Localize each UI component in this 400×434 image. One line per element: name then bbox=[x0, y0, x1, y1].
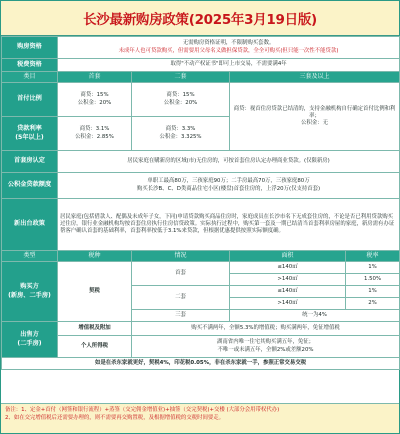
deed-first-gt140: >140㎡ bbox=[230, 274, 346, 286]
label-new-policy: 新出台政策 bbox=[2, 199, 58, 251]
row-deed-first-le bbox=[2, 262, 400, 274]
footer-line-2: 2、如在交完增值税后还需要办理的，则不需要再交购置税，及根据增值税的交税时间要走。 bbox=[5, 415, 225, 422]
second-down-payment: 商贷：15% 公积金：20% bbox=[132, 83, 230, 117]
row-summary bbox=[2, 358, 400, 370]
header-category: 类目 bbox=[2, 72, 58, 83]
income-tax: 个人所得税 bbox=[58, 336, 132, 358]
deed-third-rate: 统一为4% bbox=[230, 310, 400, 322]
second-loan-rate: 商贷：3.3% 公积金：3.325% bbox=[132, 117, 230, 151]
header-third: 三套及以上 bbox=[230, 72, 400, 83]
deed-second-le140-rate: 1% bbox=[346, 286, 400, 298]
footer-notes bbox=[1, 403, 399, 433]
fund-line-1: 单职工最高80万，三孩家庭90万；二手房最高70万，三孩家庭80万 bbox=[147, 178, 310, 185]
fund-line-2: 购买长沙B、C、D类商品住宅小区(楼盘)首套住房的，上浮20万(仅支持首套) bbox=[136, 185, 321, 192]
deed-first-gt140-rate: 1.50% bbox=[346, 274, 400, 286]
label-seller: 出售方 (二手房) bbox=[2, 322, 58, 358]
value-family-identification: 居民家庭在購新房的区域(市)无住房的，可按首套住房认定办理商业贷款。(仅限新房) bbox=[58, 151, 400, 173]
purchase-line-2: 未成年人也可贷款购买，但需要用父母名义做担保贷款，全全可购买(但只能一次性不能贷款) bbox=[118, 47, 339, 54]
first-loan-rate: 商贷：3.1% 公积金：2.85% bbox=[58, 117, 132, 151]
deed-first-le140-rate: 1% bbox=[346, 262, 400, 274]
label-down-payment: 首付比例 bbox=[2, 83, 58, 117]
row-down-payment bbox=[2, 83, 400, 117]
deed-second-le140: ≤140㎡ bbox=[230, 286, 346, 298]
vat-tax: 增值税及附加 bbox=[58, 322, 132, 336]
deed-third: 三套 bbox=[132, 310, 230, 322]
deed-second: 二套 bbox=[132, 286, 230, 310]
row-header bbox=[2, 72, 400, 83]
label-family-identification: 首套房认定 bbox=[2, 151, 58, 173]
purchase-line-1: 无需购房资格证明，不限制购买套数。 bbox=[182, 40, 275, 47]
row-tax bbox=[2, 59, 400, 72]
value-fund-limit bbox=[58, 173, 400, 199]
page-title: 长沙最新购房政策(2025年3月19日版) bbox=[1, 1, 399, 36]
label-loan-rate: 贷款利率 (5年以上) bbox=[2, 117, 58, 151]
value-new-policy: 居民家庭(包括借款人、配偶及未成年子女，下同)申请贷款购买商品住房时，家庭成员在长沙市名下无成套住房的，不论是否已利用贷款购买过住房，银行业金融机构均按首套住房执行住房信贷政策。实际执行过程中，购买第一套及一期已结清当首套利率房屋的家庭，新房需有办证帮客户确认首套的基础利率，首套利率按低于3.1%来贷款，但根据优惠提供按照实际额度确。 bbox=[58, 199, 400, 251]
summary-text: 如是在杀东家就更好，契税4%，印花税0.05%，非在杀东家就一手，参照正常交易交税 bbox=[2, 358, 400, 370]
income-text: 湖南省内唯一住宅其购买满五年，免征； 不唯一或未满五年，全额2%或差额20% bbox=[132, 336, 400, 358]
value-purchase-qualification bbox=[58, 37, 400, 59]
row-purchase-qualification bbox=[2, 37, 400, 59]
vat-text: 购买不满两年，全额5.3%的增值税；购买满两年，免征增值税 bbox=[132, 322, 400, 336]
first-down-payment: 商贷：15% 公积金：20% bbox=[58, 83, 132, 117]
label-purchase-qualification: 购房资格 bbox=[2, 37, 58, 59]
deed-first: 首套 bbox=[132, 262, 230, 286]
header-area: 面积 bbox=[230, 251, 346, 262]
header-rate: 税率 bbox=[346, 251, 400, 262]
deed-tax: 契税 bbox=[58, 262, 132, 322]
row-family-identification bbox=[2, 151, 400, 173]
header-type: 类型 bbox=[2, 251, 58, 262]
deed-first-le140: ≤140㎡ bbox=[230, 262, 346, 274]
row-vat bbox=[2, 322, 400, 336]
header-tax: 税种 bbox=[58, 251, 132, 262]
third-policy: 商贷：视首住房贷款已结清的，支持金融机构自行确定首付比例和利率； 公积金：无 bbox=[230, 83, 400, 151]
footer-line-1: 备注：1、定金+首付（网签和银行流程）+蒸签（交完佣金增值业)+抽签（交完契税)+交楼 (大部分会用带权代办) bbox=[5, 407, 280, 413]
label-buyer: 购买方 (新房、二手房) bbox=[2, 262, 58, 322]
policy-table bbox=[1, 36, 400, 370]
deed-second-gt140-rate: 2% bbox=[346, 298, 400, 310]
label-fund-limit: 公积金贷款额度 bbox=[2, 173, 58, 199]
row-fund-limit bbox=[2, 173, 400, 199]
row-new-policy bbox=[2, 199, 400, 251]
header-first: 首套 bbox=[58, 72, 132, 83]
value-tax: 取得"不动产权证书"即可上市交易，不需要满4年 bbox=[58, 59, 400, 72]
header-second: 二套 bbox=[132, 72, 230, 83]
deed-second-gt140: >140㎡ bbox=[230, 298, 346, 310]
header-situation: 情况 bbox=[132, 251, 230, 262]
row-income-tax bbox=[2, 336, 400, 358]
label-tax: 税费资格 bbox=[2, 59, 58, 72]
row-tax-header bbox=[2, 251, 400, 262]
